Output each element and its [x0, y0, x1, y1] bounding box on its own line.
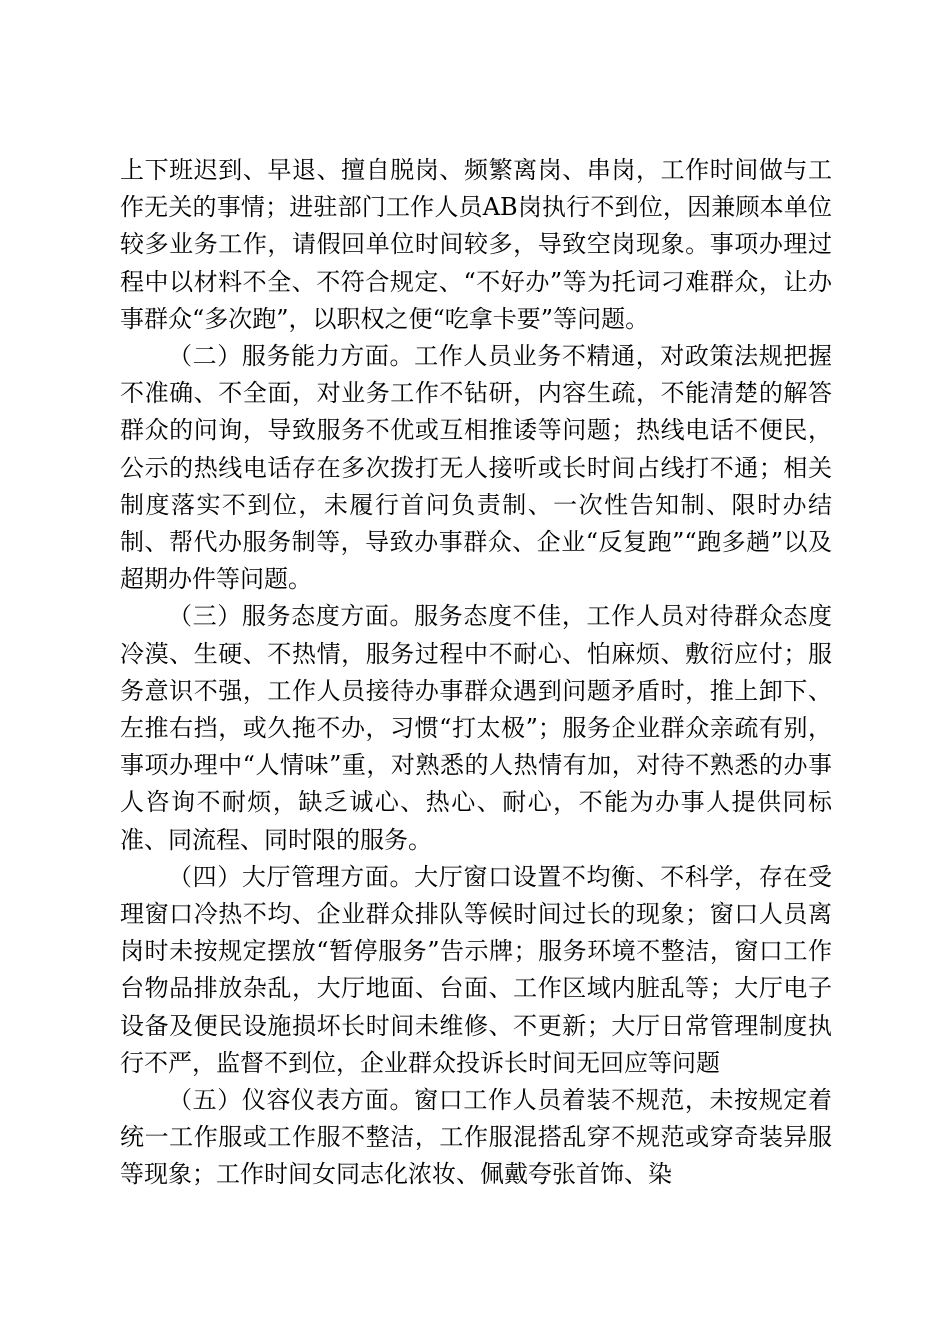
paragraph-service-capability: （二）服务能力方面。工作人员业务不精通，对政策法规把握不准确、不全面，对业务工作不钻研，内容生疏，不能清楚的解答群众的问询，导致服务不优或互相推诿等问题；热线电话不便民，公示的热线电话存在多次拨打无人接听或长时间占线打不通；相关制度落实不到位，未履行首问负责制、一次性告知制、限时办结制、帮代办服务制等，导致办事群众、企业“反复跑”“跑多趟”以及超期办件等问题。 — [120, 342, 832, 594]
paragraph-service-attitude: （三）服务态度方面。服务态度不佳，工作人员对待群众态度冷漠、生硬、不热情，服务过程中不耐心、怕麻烦、敷衍应付；服务意识不强，工作人员接待办事群众遇到问题矛盾时，推上卸下、左推右挡，或久拖不办，习惯“打太极”；服务企业群众亲疏有别，事项办理中“人情味”重，对熟悉的人热情有加，对待不熟悉的办事人咨询不耐烦，缺乏诚心、热心、耐心，不能为办事人提供同标准、同流程、同时限的服务。 — [120, 602, 832, 854]
paragraph-intro: 上下班迟到、早退、擅自脱岗、频繁离岗、串岗，工作时间做与工作无关的事情；进驻部门工作人员AB岗执行不到位，因兼顾本单位较多业务工作，请假回单位时间较多，导致空岗现象。事项办理过程中以材料不全、不符合规定、“不好办”等为托词刁难群众，让办事群众“多次跑”，以职权之便“吃拿卡要”等问题。 — [120, 156, 832, 333]
paragraph-hall-management: （四）大厅管理方面。大厅窗口设置不均衡、不科学，存在受理窗口冷热不均、企业群众排队等候时间过长的现象；窗口人员离岗时未按规定摆放“暂停服务”告示牌；服务环境不整洁，窗口工作台物品排放杂乱，大厅地面、台面、工作区域内脏乱等；大厅电子设备及便民设施损坏长时间未维修、不更新；大厅日常管理制度执行不严，监督不到位，企业群众投诉长时间无回应等问题 — [120, 862, 832, 1077]
paragraph-appearance: （五）仪容仪表方面。窗口工作人员着装不规范，未按规定着统一工作服或工作服不整洁，工作服混搭乱穿不规范或穿奇装异服等现象；工作时间女同志化浓妆、佩戴夸张首饰、染 — [120, 1086, 832, 1189]
document-page — [120, 152, 832, 1194]
